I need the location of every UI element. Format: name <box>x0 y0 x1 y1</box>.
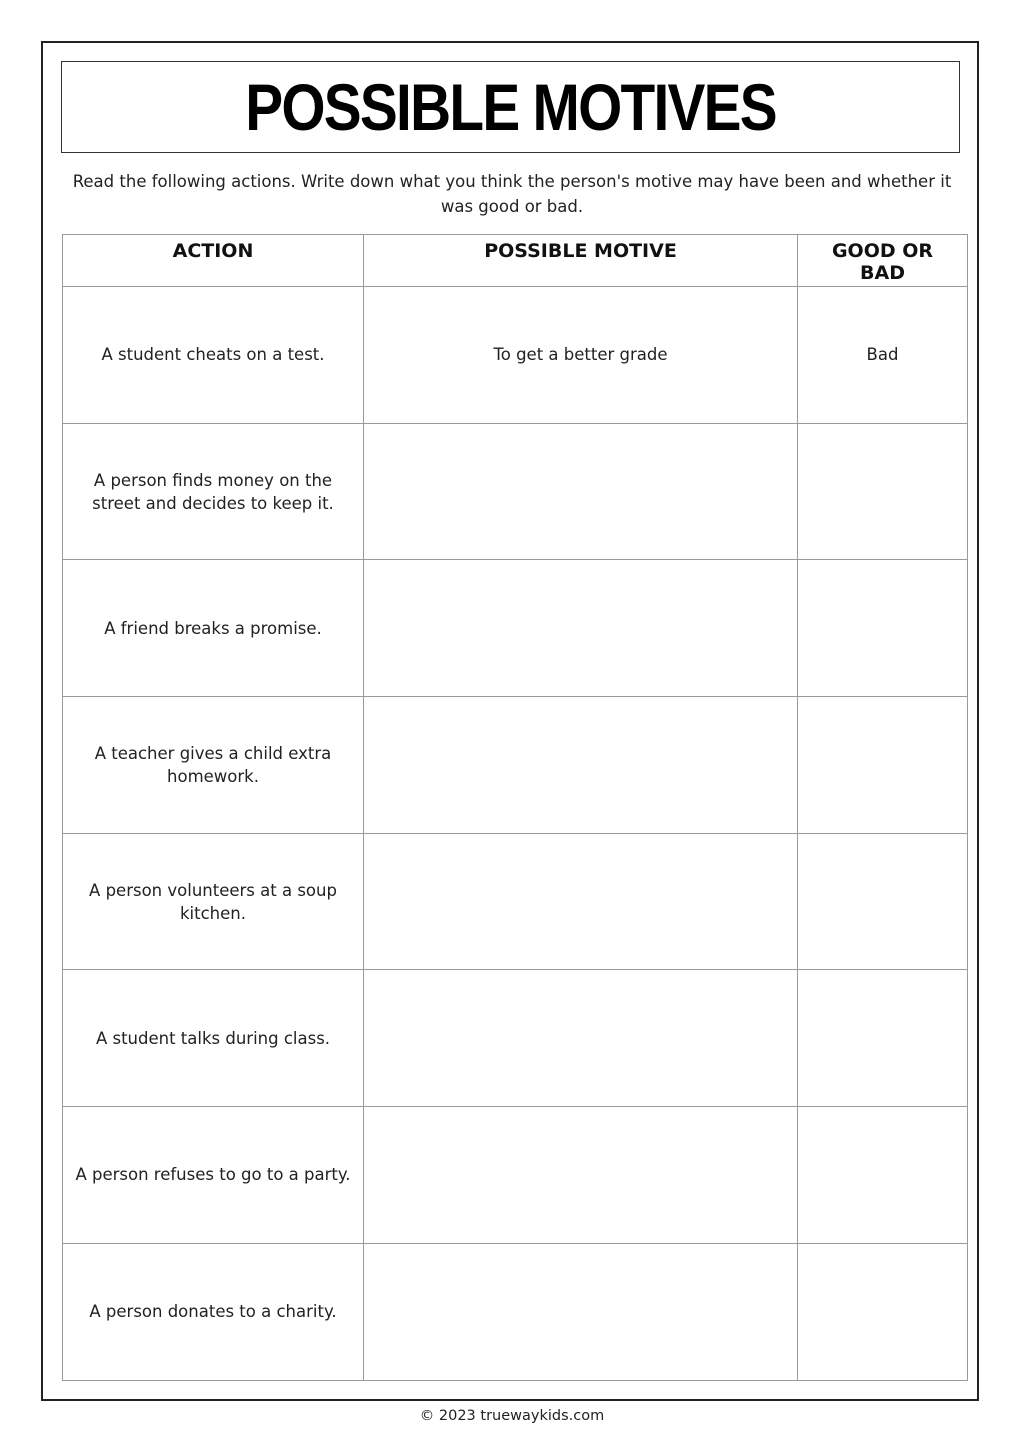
action-cell: A friend breaks a promise. <box>63 560 364 697</box>
table-row <box>63 833 968 970</box>
table-row <box>63 287 968 424</box>
motive-cell[interactable] <box>364 560 798 697</box>
action-cell: A person refuses to go to a party. <box>63 1107 364 1244</box>
action-cell: A student talks during class. <box>63 970 364 1107</box>
table-row <box>63 697 968 834</box>
table-row <box>63 970 968 1107</box>
header-action: ACTION <box>63 235 364 287</box>
action-cell: A person donates to a charity. <box>63 1243 364 1380</box>
motives-table <box>62 234 968 1381</box>
table-row <box>63 423 968 560</box>
judgment-cell[interactable] <box>798 1243 968 1380</box>
copyright-footer: © 2023 truewaykids.com <box>419 1408 605 1424</box>
motive-cell[interactable] <box>364 423 798 560</box>
judgment-cell[interactable] <box>798 970 968 1107</box>
motive-cell[interactable] <box>364 1243 798 1380</box>
judgment-cell[interactable] <box>798 560 968 697</box>
motive-cell[interactable]: To get a better grade <box>364 287 798 424</box>
table-row <box>63 560 968 697</box>
title-box <box>61 61 960 153</box>
instructions-text: Read the following actions. Write down what you think the person's motive may have been and whether it was good or bad. <box>72 172 952 216</box>
judgment-cell[interactable] <box>798 1107 968 1244</box>
motive-cell[interactable] <box>364 1107 798 1244</box>
action-cell: A person finds money on the street and decides to keep it. <box>63 423 364 560</box>
action-cell: A teacher gives a child extra homework. <box>63 697 364 834</box>
action-cell: A person volunteers at a soup kitchen. <box>63 833 364 970</box>
worksheet-title: POSSIBLE MOTIVES <box>245 70 776 144</box>
header-possible-motive: POSSIBLE MOTIVE <box>364 235 798 287</box>
action-cell: A student cheats on a test. <box>63 287 364 424</box>
motive-cell[interactable] <box>364 970 798 1107</box>
judgment-cell[interactable] <box>798 423 968 560</box>
judgment-cell[interactable] <box>798 697 968 834</box>
motive-cell[interactable] <box>364 833 798 970</box>
table-row <box>63 1107 968 1244</box>
table-header-row <box>63 235 968 287</box>
judgment-cell[interactable]: Bad <box>798 287 968 424</box>
header-good-or-bad: GOOD OR BAD <box>798 235 968 287</box>
motive-cell[interactable] <box>364 697 798 834</box>
table-row <box>63 1243 968 1380</box>
judgment-cell[interactable] <box>798 833 968 970</box>
